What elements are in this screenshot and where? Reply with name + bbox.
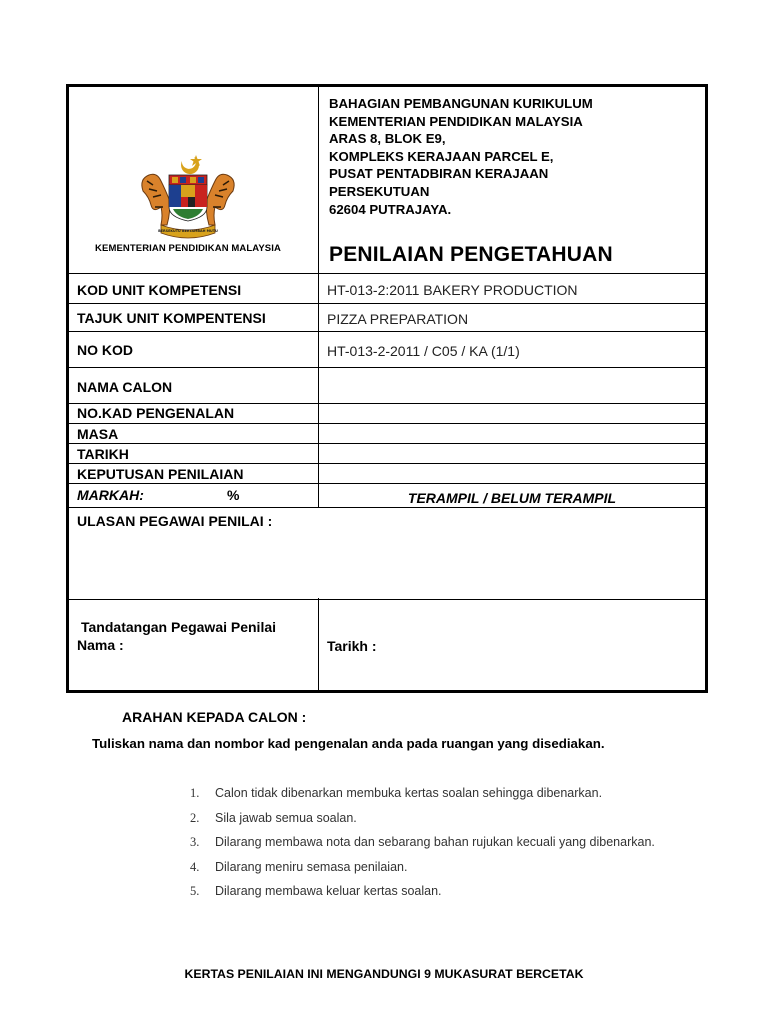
list-item: 3. Dilarang membawa nota dan sebarang bahan rujukan kecuali yang dibenarkan. [190,835,655,849]
terampil-status: TERAMPIL / BELUM TERAMPIL [407,490,617,506]
masa-label: MASA [77,426,119,442]
list-item: 5. Dilarang membawa keluar kertas soalan. [190,884,442,898]
tajuk-unit-value: PIZZA PREPARATION [327,311,469,327]
instructions-intro: Tuliskan nama dan nombor kad pengenalan anda pada ruangan yang disediakan. [92,736,605,751]
address-line: KOMPLEKS KERAJAAN PARCEL E, [329,148,554,164]
kod-unit-label: KOD UNIT KOMPETENSI [77,282,242,298]
masa-field[interactable] [319,424,705,443]
nama-calon-label: NAMA CALON [77,379,173,395]
tandatangan-label: Tandatangan Pegawai Penilai [81,619,277,635]
kod-unit-value: HT-013-2:2011 BAKERY PRODUCTION [327,282,578,298]
list-item: 4. Dilarang meniru semasa penilaian. [190,859,408,874]
assessment-form-table [66,84,708,693]
ulasan-label: ULASAN PEGAWAI PENILAI : [77,513,273,529]
address-line: BAHAGIAN PEMBANGUNAN KURIKULUM [329,96,593,111]
malaysia-coat-of-arms-logo [133,151,243,239]
keputusan-label: KEPUTUSAN PENILAIAN [77,466,244,482]
ulasan-field[interactable] [73,533,701,597]
address-line: PUSAT PENTADBIRAN KERAJAAN [329,166,549,182]
list-item: 2. Sila jawab semua soalan. [190,810,357,825]
address-line: PERSEKUTUAN [329,183,430,199]
ministry-address [329,95,593,218]
address-line: KEMENTERIAN PENDIDIKAN MALAYSIA [329,113,583,129]
tarikh-label: TARIKH [77,446,129,462]
no-kod-label: NO KOD [77,342,133,358]
nama-signature-label: Nama : [77,637,124,653]
markah-percent: % [227,487,240,503]
instructions-list [190,786,655,909]
document-title: PENILAIAN PENGETAHUAN [329,243,613,266]
address-line: 62604 PUTRAJAYA. [329,201,452,217]
address-line: ARAS 8, BLOK E9, [329,131,446,147]
no-kod-value: HT-013-2-2011 / C05 / KA (1/1) [327,343,520,359]
page-count-footer: KERTAS PENILAIAN INI MENGANDUNGI 9 MUKASURAT BERCETAK [184,967,584,981]
markah-label: MARKAH: [77,487,144,503]
tarikh-signature-label: Tarikh : [327,638,377,654]
no-kad-label: NO.KAD PENGENALAN [77,405,235,421]
list-item: 1. Calon tidak dibenarkan membuka kertas soalan sehingga dibenarkan. [190,786,603,800]
tajuk-unit-label: TAJUK UNIT KOMPENTENSI [77,310,266,326]
no-kad-field[interactable] [319,404,705,423]
logo-motto-text: BERSEKUTU BERTAMBAH MUTU [158,229,218,233]
instructions-heading: ARAHAN KEPADA CALON : [122,709,307,725]
nama-calon-field[interactable] [319,368,705,403]
tarikh-field[interactable] [319,444,705,463]
logo-caption: KEMENTERIAN PENDIDIKAN MALAYSIA [95,243,281,254]
